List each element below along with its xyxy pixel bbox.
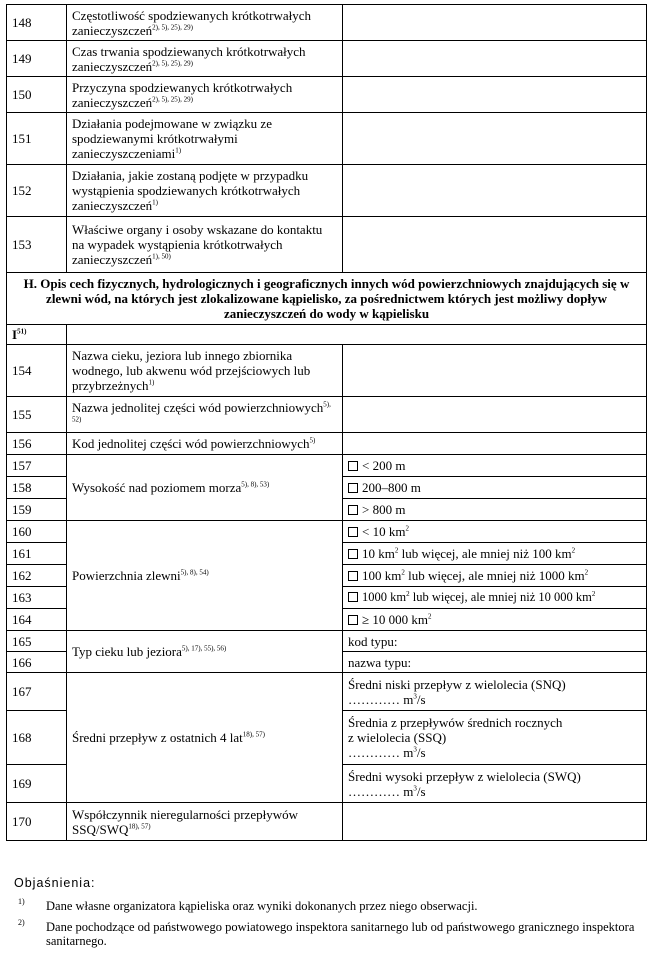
row-description: Nazwa cieku, jeziora lub innego zbiornika wodnego, lub akwenu wód przejściowych lub przybrzeżnych$^{1)}$ bbox=[67, 345, 343, 397]
checkbox[interactable] bbox=[348, 505, 358, 515]
section-header-row bbox=[7, 273, 647, 325]
row-number: 149 bbox=[7, 41, 67, 77]
value-cell[interactable] bbox=[343, 345, 647, 397]
table-row bbox=[7, 345, 647, 397]
value-cell[interactable] bbox=[343, 77, 647, 113]
table-row bbox=[7, 77, 647, 113]
type-name-field[interactable]: nazwa typu: bbox=[343, 652, 647, 673]
checkbox[interactable] bbox=[348, 527, 358, 537]
catchment-option[interactable]: ≥ 10 000 $km^2$ bbox=[343, 609, 647, 631]
row-number: 170 bbox=[7, 803, 67, 841]
footnote-text: Dane pochodzące od państwowego powiatowego inspektora sanitarnego lub od państwowego granicznego inspektora sanitarnego. bbox=[46, 920, 635, 948]
row-number: 165 bbox=[7, 631, 67, 652]
row-number: 163 bbox=[7, 587, 67, 609]
row-number: 169 bbox=[7, 765, 67, 803]
table-row bbox=[7, 521, 647, 543]
type-code-field[interactable]: kod typu: bbox=[343, 631, 647, 652]
subsection-row bbox=[7, 325, 647, 345]
row-number: 154 bbox=[7, 345, 67, 397]
table-row bbox=[7, 165, 647, 217]
row-number: 158 bbox=[7, 477, 67, 499]
row-number: 155 bbox=[7, 397, 67, 433]
table-row bbox=[7, 455, 647, 477]
row-description: Czas trwania spodziewanych krótkotrwałych zanieczyszczeń$^{2), 5), 25), 29)}$ bbox=[67, 41, 343, 77]
checkbox[interactable] bbox=[348, 571, 358, 581]
row-description: Działania podejmowane w związku ze spodziewanymi krótkotrwałymi zanieczyszczeniami$^{1)}$ bbox=[67, 113, 343, 165]
catchment-option[interactable]: 10 $km^2$ lub więcej, ale mniej niż 100 $km^2$ bbox=[343, 543, 647, 565]
checkbox[interactable] bbox=[348, 549, 358, 559]
row-number: 161 bbox=[7, 543, 67, 565]
footnote-mark: 1) bbox=[18, 897, 25, 906]
type-label: Typ cieku lub jeziora$^{5), 17), 55), 56)}$ bbox=[67, 631, 343, 673]
footnote bbox=[14, 920, 646, 948]
table-row bbox=[7, 113, 647, 165]
flow-label: Średni przepływ z ostatnich 4 lat$^{18), 57)}$ bbox=[67, 673, 343, 803]
table-row bbox=[7, 5, 647, 41]
row-number: 159 bbox=[7, 499, 67, 521]
value-cell[interactable] bbox=[343, 113, 647, 165]
value-cell[interactable] bbox=[343, 397, 647, 433]
value-cell[interactable] bbox=[343, 803, 647, 841]
flow-ssq-field[interactable]: Średnia z przepływów średnich rocznych z wielolecia (SSQ) ………… $m^3/s$ bbox=[343, 711, 647, 765]
altitude-option[interactable]: 200–800 m bbox=[343, 477, 647, 499]
row-number: 160 bbox=[7, 521, 67, 543]
value-cell[interactable] bbox=[343, 5, 647, 41]
value-cell[interactable] bbox=[343, 433, 647, 455]
row-number: 152 bbox=[7, 165, 67, 217]
value-cell[interactable] bbox=[343, 165, 647, 217]
row-description: Właściwe organy i osoby wskazane do kontaktu na wypadek wystąpienia krótkotrwałych zanieczyszczeń$^{1), 50)}$ bbox=[67, 217, 343, 273]
catchment-option[interactable]: 100 $km^2$ lub więcej, ale mniej niż 1000 $km^2$ bbox=[343, 565, 647, 587]
row-number: 164 bbox=[7, 609, 67, 631]
catchment-label: Powierzchnia zlewni$^{5), 8), 54)}$ bbox=[67, 521, 343, 631]
catchment-option[interactable]: 1000 $km^2$ lub więcej, ale mniej niż 10 000 $km^2$ bbox=[343, 587, 647, 609]
row-description: Współczynnik nieregularności przepływów SSQ/$SWQ^{18), 57)}$ bbox=[67, 803, 343, 841]
row-number: 167 bbox=[7, 673, 67, 711]
section-title: H. Opis cech fizycznych, hydrologicznych i geograficznych innych wód powierzchniowych znajdujących się w zlewni wód, na których jest zlokalizowane kąpielisko, za pośrednictwem których jest możliwy dopływ zanieczyszczeń do wody w kąpielisku bbox=[7, 273, 647, 325]
table-row bbox=[7, 673, 647, 711]
footnote-mark: 2) bbox=[18, 918, 25, 927]
subsection-label: $I^{51)}$ bbox=[7, 325, 67, 345]
table-row bbox=[7, 217, 647, 273]
table-row bbox=[7, 41, 647, 77]
altitude-label: Wysokość nad poziomem morza$^{5), 8), 53)}$ bbox=[67, 455, 343, 521]
form-table bbox=[6, 4, 647, 841]
flow-snq-field[interactable]: Średni niski przepływ z wielolecia (SNQ) ………… $m^3/s$ bbox=[343, 673, 647, 711]
row-description: Nazwa jednolitej części wód powierzchniowych$^{5), 52)}$ bbox=[67, 397, 343, 433]
row-number: 168 bbox=[7, 711, 67, 765]
value-cell[interactable] bbox=[343, 217, 647, 273]
footnotes-title: Objaśnienia: bbox=[14, 876, 96, 890]
footnote bbox=[14, 899, 646, 913]
checkbox[interactable] bbox=[348, 461, 358, 471]
table-row bbox=[7, 803, 647, 841]
subsection-filler bbox=[67, 325, 647, 345]
altitude-option[interactable]: > 800 m bbox=[343, 499, 647, 521]
checkbox[interactable] bbox=[348, 592, 358, 602]
row-description: Kod jednolitej części wód powierzchniowych$^{5)}$ bbox=[67, 433, 343, 455]
value-cell[interactable] bbox=[343, 41, 647, 77]
table-row bbox=[7, 397, 647, 433]
footnote-text: Dane własne organizatora kąpieliska oraz wyniki dokonanych przez niego obserwacji. bbox=[46, 899, 478, 913]
row-number: 166 bbox=[7, 652, 67, 673]
altitude-option[interactable]: < 200 m bbox=[343, 455, 647, 477]
row-description: Działania, jakie zostaną podjęte w przypadku wystąpienia spodziewanych krótkotrwałych zanieczyszczeń$^{1)}$ bbox=[67, 165, 343, 217]
row-number: 150 bbox=[7, 77, 67, 113]
table-row bbox=[7, 433, 647, 455]
checkbox[interactable] bbox=[348, 483, 358, 493]
row-number: 156 bbox=[7, 433, 67, 455]
row-number: 157 bbox=[7, 455, 67, 477]
table-row bbox=[7, 631, 647, 652]
row-number: 162 bbox=[7, 565, 67, 587]
catchment-option[interactable]: < 10 $km^2$ bbox=[343, 521, 647, 543]
row-number: 151 bbox=[7, 113, 67, 165]
row-number: 148 bbox=[7, 5, 67, 41]
row-description: Przyczyna spodziewanych krótkotrwałych zanieczyszczeń$^{2), 5), 25), 29)}$ bbox=[67, 77, 343, 113]
checkbox[interactable] bbox=[348, 615, 358, 625]
footnotes bbox=[14, 876, 646, 955]
row-description: Częstotliwość spodziewanych krótkotrwałych zanieczyszczeń$^{2), 5), 25), 29)}$ bbox=[67, 5, 343, 41]
flow-swq-field[interactable]: Średni wysoki przepływ z wielolecia (SWQ) ………… $m^3/s$ bbox=[343, 765, 647, 803]
row-number: 153 bbox=[7, 217, 67, 273]
